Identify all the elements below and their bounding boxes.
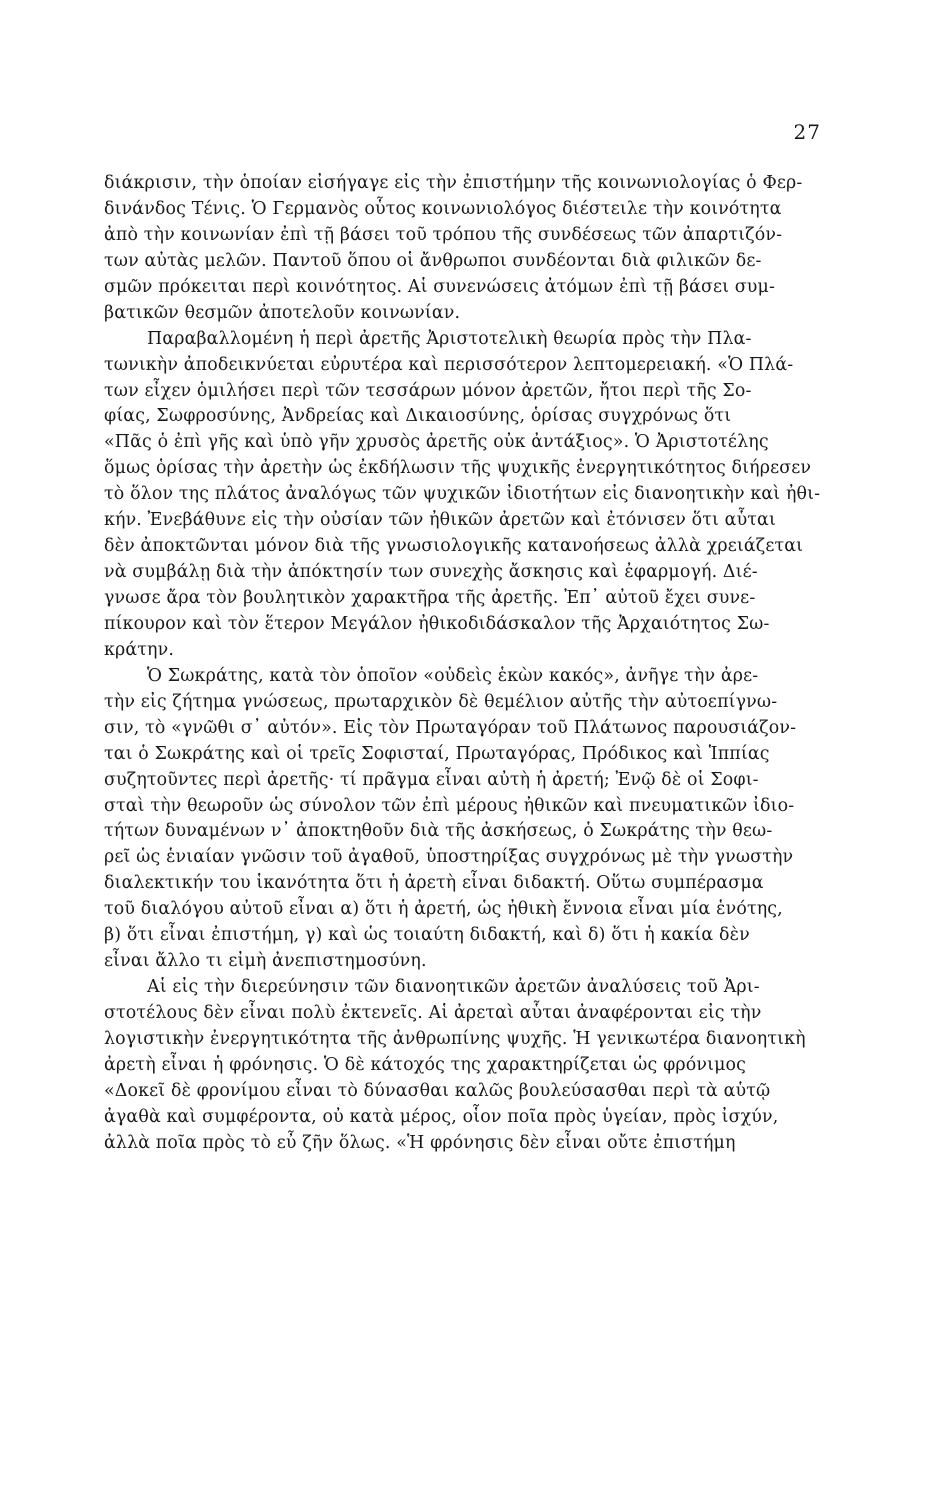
text-line: ὅμως ὁρίσας τὴν ἀρετὴν ὡς ἐκδήλωσιν τῆς ψυχικῆς ἐνεργητικότητος διήρεσεν	[104, 458, 812, 479]
text-line: σταὶ τὴν θεωροῦν ὡς σύνολον τῶν ἐπὶ μέρους ἠθικῶν καὶ πνευματικῶν ἰδιο-	[104, 795, 795, 816]
text-line: εἶναι ἄλλο τι εἰμὴ ἀνεπιστημοσύνη.	[104, 951, 427, 972]
text-line: «Πᾶς ὁ ἐπὶ γῆς καὶ ὑπὸ γῆν χρυσὸς ἀρετῆς οὐκ ἀντάξιος». Ὁ Ἀριστοτέλης	[104, 432, 769, 453]
text-line: σιν, τὸ «γνῶθι σ᾽ αὐτόν». Εἰς τὸν Πρωταγόραν τοῦ Πλάτωνος παρουσιάζον-	[104, 717, 797, 738]
text-line: των εἶχεν ὁμιλήσει περὶ τῶν τεσσάρων μόνον ἀρετῶν, ἤτοι περὶ τῆς Σο-	[104, 380, 752, 401]
text-line: β) ὅτι εἶναι ἐπιστήμη, γ) καὶ ὡς τοιαύτη διδακτή, καὶ δ) ὅτι ἡ κακία δὲν	[104, 925, 750, 946]
text-line: κήν. Ἐνεβάθυνε εἰς τὴν οὐσίαν τῶν ἠθικῶν ἀρετῶν καὶ ἐτόνισεν ὅτι αὗται	[104, 510, 776, 531]
text-line: ἀρετὴ εἶναι ἡ φρόνησις. Ὁ δὲ κάτοχός της χαρακτηρίζεται ὡς φρόνιμος	[104, 1054, 747, 1075]
paragraph-first-line: Παραβαλλομένη ἡ περὶ ἀρετῆς Ἀριστοτελικὴ θεωρία πρὸς τὴν Πλα-	[147, 328, 752, 349]
text-line: βατικῶν θεσμῶν ἀποτελοῦν κοινωνίαν.	[104, 302, 461, 323]
text-line: τωνικὴν ἀποδεικνύεται εὐρυτέρα καὶ περισσότερον λεπτομερειακή. «Ὁ Πλά-	[104, 354, 794, 375]
text-line: ρεῖ ὡς ἑνιαίαν γνῶσιν τοῦ ἀγαθοῦ, ὑποστηρίξας συγχρόνως μὲ τὴν γνωστὴν	[104, 847, 794, 868]
text-line: τήτων δυναμένων ν᾽ ἀποκτηθοῦν διὰ τῆς ἀσκήσεως, ὁ Σωκράτης τὴν θεω-	[104, 821, 773, 842]
text-line: λογιστικὴν ἐνεργητικότητα τῆς ἀνθρωπίνης ψυχῆς. Ἡ γενικωτέρα διανοητικὴ	[104, 1028, 806, 1049]
text-line: συζητοῦντες περὶ ἀρετῆς· τί πρᾶγμα εἶναι αὐτὴ ἡ ἀρετή; Ἐνῷ δὲ οἱ Σοφι-	[104, 769, 759, 790]
text-line: τὸ ὅλον της πλάτος ἀναλόγως τῶν ψυχικῶν ἰδιοτήτων εἰς διανοητικὴν καὶ ἠθι-	[104, 484, 821, 505]
text-line: σμῶν πρόκειται περὶ κοινότητος. Αἱ συνενώσεις ἀτόμων ἐπὶ τῇ βάσει συμ-	[104, 276, 776, 297]
paragraph-first-line: Αἱ εἰς τὴν διερεύνησιν τῶν διανοητικῶν ἀρετῶν ἀναλύσεις τοῦ Ἀρι-	[147, 977, 760, 998]
text-line: διάκρισιν, τὴν ὁποίαν εἰσήγαγε εἰς τὴν ἐπιστήμην τῆς κοινωνιολογίας ὁ Φερ-	[104, 173, 803, 193]
text-line: των αὐτὰς μελῶν. Παντοῦ ὅπου οἱ ἄνθρωποι συνδέονται διὰ φιλικῶν δε-	[104, 250, 762, 271]
text-line: ἀλλὰ ποῖα πρὸς τὸ εὖ ζῆν ὅλως. «Ἡ φρόνησις δὲν εἶναι οὔτε ἐπιστήμη	[104, 1132, 736, 1153]
text-line: δινάνδος Τένις. Ὁ Γερμανὸς οὗτος κοινωνιολόγος διέστειλε τὴν κοινότητα	[104, 198, 782, 219]
text-line: νὰ συμβάλῃ διὰ τὴν ἀπόκτησίν των συνεχὴς ἄσκησις καὶ ἐφαρμογή. Διέ-	[104, 562, 758, 583]
body-text	[104, 171, 844, 1157]
text-line: γνωσε ἄρα τὸν βουλητικὸν χαρακτῆρα τῆς ἀρετῆς. Ἐπ᾽ αὐτοῦ ἔχει συνε-	[104, 588, 756, 608]
text-line: δὲν ἀποκτῶνται μόνον διὰ τῆς γνωσιολογικῆς κατανοήσεως ἀλλὰ χρειάζεται	[104, 536, 804, 557]
page-number: 27	[793, 120, 821, 144]
text-line: ται ὁ Σωκράτης καὶ οἱ τρεῖς Σοφισταί, Πρωταγόρας, Πρόδικος καὶ Ἱππίας	[104, 743, 770, 764]
text-line: στοτέλους δὲν εἶναι πολὺ ἐκτενεῖς. Αἱ ἀρεταὶ αὗται ἀναφέρονται εἰς τὴν	[104, 1003, 762, 1023]
paragraph-first-line: Ὁ Σωκράτης, κατὰ τὸν ὁποῖον «οὐδεὶς ἑκὼν κακός», ἀνῆγε τὴν ἀρε-	[147, 665, 759, 686]
text-line: κράτην.	[104, 639, 175, 660]
text-line: τὴν εἰς ζήτημα γνώσεως, πρωταρχικὸν δὲ θεμέλιον αὐτῆς τὴν αὐτοεπίγνω-	[104, 691, 778, 712]
text-line: ἀπὸ τὴν κοινωνίαν ἐπὶ τῇ βάσει τοῦ τρόπου τῆς συνδέσεως τῶν ἀπαρτιζόν-	[104, 224, 783, 245]
text-line: πίκουρον καὶ τὸν ἕτερον Μεγάλον ἠθικοδιδάσκαλον τῆς Ἀρχαιότητος Σω-	[104, 613, 770, 634]
text-line: τοῦ διαλόγου αὐτοῦ εἶναι α) ὅτι ἡ ἀρετή, ὡς ἠθικὴ ἔννοια εἶναι μία ἑνότης,	[104, 899, 783, 920]
text-line: φίας, Σωφροσύνης, Ἀνδρείας καὶ Δικαιοσύνης, ὁρίσας συγχρόνως ὅτι	[104, 406, 732, 427]
text-line: ἀγαθὰ καὶ συμφέροντα, οὐ κατὰ μέρος, οἷον ποῖα πρὸς ὑγείαν, πρὸς ἰσχύν,	[104, 1106, 779, 1127]
text-line: «Δοκεῖ δὲ φρονίμου εἶναι τὸ δύνασθαι καλῶς βουλεύσασθαι περὶ τὰ αὑτῷ	[104, 1080, 771, 1101]
text-line: διαλεκτικήν του ἱκανότητα ὅτι ἡ ἀρετὴ εἶναι διδακτή. Οὕτω συμπέρασμα	[104, 873, 764, 894]
